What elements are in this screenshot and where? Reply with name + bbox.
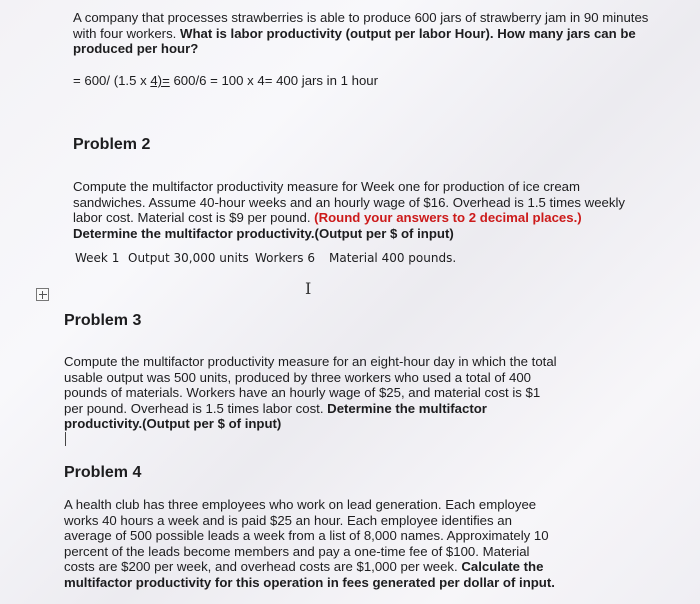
p1-line2-bold: What is labor productivity (output per labor Hour). How many jars can be [180, 25, 636, 41]
p3-line4 [64, 401, 664, 417]
text-cursor-icon: I [305, 279, 312, 298]
p4-line3: average of 500 possible leads a week from a list of 8,000 names. Approximately 10 [64, 528, 549, 543]
p2-line1: Compute the multifactor productivity measure for Week one for production of ice cream [73, 179, 580, 194]
p3-line1: Compute the multifactor productivity measure for an eight-hour day in which the total [64, 354, 557, 369]
p2-line2: sandwiches. Assume 40-hour weeks and an hourly wage of $16. Overhead is 1.5 times weekly [73, 194, 625, 210]
p2-material: Material 400 pounds. [329, 251, 457, 265]
p4-line6: multifactor productivity for this operation in fees generated per dollar of input. [64, 574, 555, 590]
p2-workers: Workers 6 [255, 251, 315, 265]
p4-line4: percent of the leads become members and pay a one-time fee of $100. Material [64, 543, 530, 559]
problem3-text [64, 354, 664, 432]
calc-part-underlined: 4)= [150, 73, 170, 88]
p4-line2: works 40 hours a week and is paid $25 an hour. Each employee identifies an [64, 512, 512, 528]
p2-line3 [73, 210, 673, 226]
p3-line3: pounds of materials. Workers have an hourly wage of $25, and material cost is $1 [64, 385, 541, 400]
problem1-text [73, 10, 693, 57]
calc-part-a: = 600/ (1.5 x [73, 73, 151, 88]
add-block-icon[interactable] [36, 288, 49, 301]
p2-line4: Determine the multifactor productivity.(Output per $ of input) [73, 225, 454, 241]
p1-line2-plain: with four workers. [73, 25, 180, 41]
calc-part-b: 600/6 = 100 x 4= 400 jars in 1 hour [169, 73, 378, 88]
p2-week: Week 1 [75, 251, 120, 265]
p4-line1: A health club has three employees who work on lead generation. Each employee [64, 497, 537, 512]
p2-line3-plain: labor cost. Material cost is $9 per pound. [73, 210, 315, 225]
p1-line2 [73, 26, 693, 42]
p2-rounding-note: (Round your answers to 2 decimal places.) [314, 210, 582, 225]
problem2-text [73, 179, 673, 241]
problem4-text [64, 497, 684, 590]
text-caret [65, 432, 66, 446]
p1-calculation [73, 73, 378, 89]
p1-line1: A company that processes strawberries is able to produce 600 jars of strawberry jam in 90 minutes [73, 10, 649, 25]
p3-line4-plain: per pound. Overhead is 1.5 times labor cost. [64, 400, 328, 416]
problem3-title: Problem 3 [64, 312, 142, 329]
p3-line5: productivity.(Output per $ of input) [64, 416, 282, 431]
problem4-title: Problem 4 [64, 464, 142, 481]
p2-output: Output 30,000 units [128, 251, 249, 265]
p3-line4-bold: Determine the multifactor [327, 400, 487, 416]
p4-line5-bold: Calculate the [461, 559, 544, 574]
p4-line5 [64, 559, 684, 575]
problem2-title: Problem 2 [73, 136, 151, 153]
p4-line5-plain: costs are $200 per week, and overhead costs are $1,000 per week. [64, 559, 462, 574]
p3-line2: usable output was 500 units, produced by three workers who used a total of 400 [64, 369, 531, 385]
p1-line3: produced per hour? [73, 41, 199, 56]
